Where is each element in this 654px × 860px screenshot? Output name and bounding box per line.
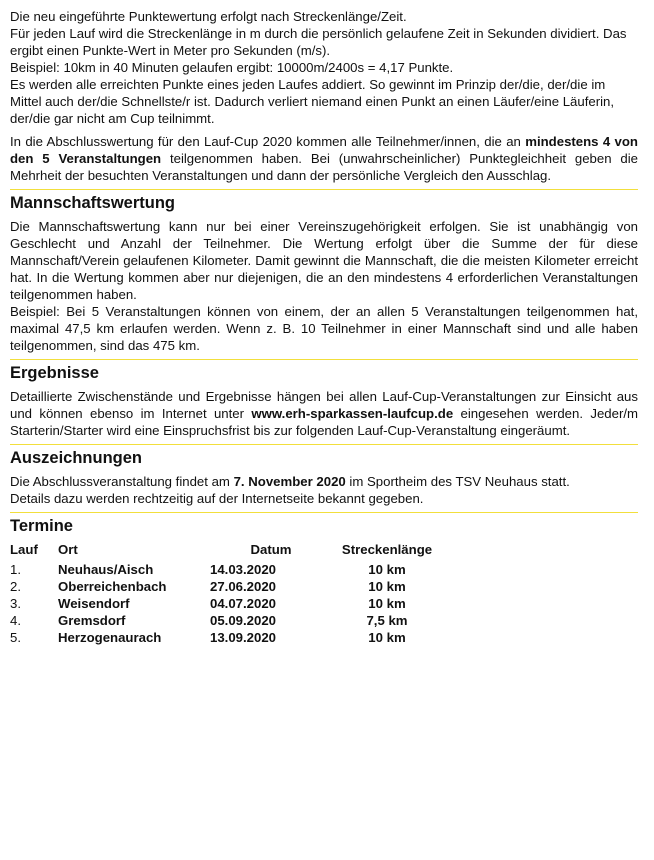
laenge-cell: 10 km bbox=[368, 630, 406, 645]
table-row bbox=[10, 612, 442, 629]
ort-cell: Weisendorf bbox=[58, 596, 130, 611]
text: eingesehen werden. Jeder/m Starterin/Starter wird eine Einspruchsfrist bis zur folgenden Lauf-Cup-Veranstaltung eingeräumt. bbox=[10, 406, 638, 438]
date-emphasis: 7. November 2020 bbox=[233, 474, 346, 489]
table-row bbox=[10, 561, 442, 578]
paragraph: Beispiel: Bei 5 Veranstaltungen können von einem, der an allen 5 Veranstaltungen teilgenommen hat, maximal 47,5 km erlaufen werden. Wenn z. B. 10 Teilnehmer in einer Mannschaft sind und alle haben teilgenommen, sind das 475 km. bbox=[10, 304, 638, 353]
column-header: Streckenlänge bbox=[341, 542, 433, 557]
paragraph bbox=[10, 473, 610, 507]
lauf-cell: 1. bbox=[10, 562, 21, 577]
termine-section bbox=[10, 512, 638, 646]
section-heading: Auszeichnungen bbox=[10, 449, 143, 467]
datum-cell: 13.09.2020 bbox=[210, 630, 277, 645]
paragraph: Die Mannschaftswertung kann nur bei einer Vereinszugehörigkeit erfolgen. Sie ist unabhängig von Geschlecht und Anzahl der Teilnehmer. Die Wertung erfolgt über die Summe der für diese Mannschaft/Verein gelaufenen Kilometer. Damit gewinnt die Mannschaft, die die meisten Kilometer erreicht hat. In die Wertung kommen aber nur diejenigen, die an den mindestens 4 erforderlichen Veranstaltungen teilgenommen haben. bbox=[10, 219, 638, 302]
auszeichnungen-section bbox=[10, 444, 638, 507]
column-header: Lauf bbox=[10, 542, 38, 557]
datum-cell: 27.06.2020 bbox=[210, 579, 277, 594]
laenge-cell: 10 km bbox=[368, 562, 406, 577]
website-link[interactable]: www.erh-sparkassen-laufcup.de bbox=[251, 406, 454, 421]
text: teilgenommen haben. Bei (unwahrscheinlicher) Punktegleichheit geben die Mehrheit der besuchten Veranstaltungen und dann der persönliche Vergleich den Ausschlag. bbox=[10, 151, 639, 183]
section-heading: Ergebnisse bbox=[10, 364, 99, 382]
ort-cell: Neuhaus/Aisch bbox=[58, 562, 154, 577]
paragraph bbox=[10, 388, 638, 439]
ort-cell: Gremsdorf bbox=[58, 613, 126, 628]
ort-cell: Herzogenaurach bbox=[58, 630, 162, 645]
intro-line: Für jeden Lauf wird die Streckenlänge in m durch die persönlich gelaufene Zeit in Sekunden dividiert. Das ergibt einen Punkte-Wert in Meter pro Sekunden (m/s). bbox=[10, 26, 627, 58]
text: Detaillierte Zwischenstände und Ergebnisse hängen bei allen Lauf-Cup-Veranstaltungen zur Einsicht aus und können ebenso im Internet unter bbox=[10, 389, 638, 421]
lauf-cell: 2. bbox=[10, 579, 21, 594]
laenge-cell: 7,5 km bbox=[366, 613, 408, 628]
laenge-cell: 10 km bbox=[368, 579, 406, 594]
table-row bbox=[10, 629, 442, 646]
document-page bbox=[10, 8, 638, 646]
laenge-cell: 10 km bbox=[368, 596, 406, 611]
lauf-cell: 4. bbox=[10, 613, 21, 628]
abschlusswertung-paragraph bbox=[10, 133, 638, 184]
table-row bbox=[10, 595, 442, 612]
intro-section bbox=[10, 8, 638, 127]
intro-line: Beispiel: 10km in 40 Minuten gelaufen ergibt: 10000m/2400s = 4,17 Punkte. bbox=[10, 60, 454, 75]
datum-cell: 04.07.2020 bbox=[210, 596, 277, 611]
ort-cell: Oberreichenbach bbox=[58, 579, 167, 594]
emphasis: mindestens 4 von den 5 Veranstaltungen bbox=[10, 134, 638, 166]
termine-table bbox=[10, 541, 442, 646]
intro-line: Die neu eingeführte Punktewertung erfolgt nach Streckenlänge/Zeit. bbox=[10, 9, 407, 24]
lauf-cell: 3. bbox=[10, 596, 21, 611]
lauf-cell: 5. bbox=[10, 630, 21, 645]
column-header: Datum bbox=[250, 542, 292, 557]
column-header: Ort bbox=[58, 542, 78, 557]
datum-cell: 05.09.2020 bbox=[210, 613, 277, 628]
section-heading: Mannschaftswertung bbox=[10, 194, 176, 212]
intro-line: Es werden alle erreichten Punkte eines jeden Laufes addiert. So gewinnt im Prinzip der/die, der/die im Mittel auch der/die Schnellste/r ist. Dadurch verliert niemand einen Punkt an einen Läufer/eine Läuferin, der/die gar nicht am Cup teilnimmt. bbox=[10, 77, 615, 126]
section-heading: Termine bbox=[10, 517, 73, 535]
text: im Sportheim des TSV Neuhaus statt. Details dazu werden rechtzeitig auf der Internetseite bekannt gegeben. bbox=[10, 474, 570, 506]
datum-cell: 14.03.2020 bbox=[210, 562, 277, 577]
ergebnisse-section bbox=[10, 359, 638, 439]
table-row bbox=[10, 578, 442, 595]
mannschaftswertung-section bbox=[10, 189, 638, 354]
text: Die Abschlussveranstaltung findet am bbox=[10, 474, 234, 489]
text: In die Abschlusswertung für den Lauf-Cup 2020 kommen alle Teilnehmer/innen, die an bbox=[10, 134, 526, 149]
table-header-row bbox=[10, 541, 442, 561]
